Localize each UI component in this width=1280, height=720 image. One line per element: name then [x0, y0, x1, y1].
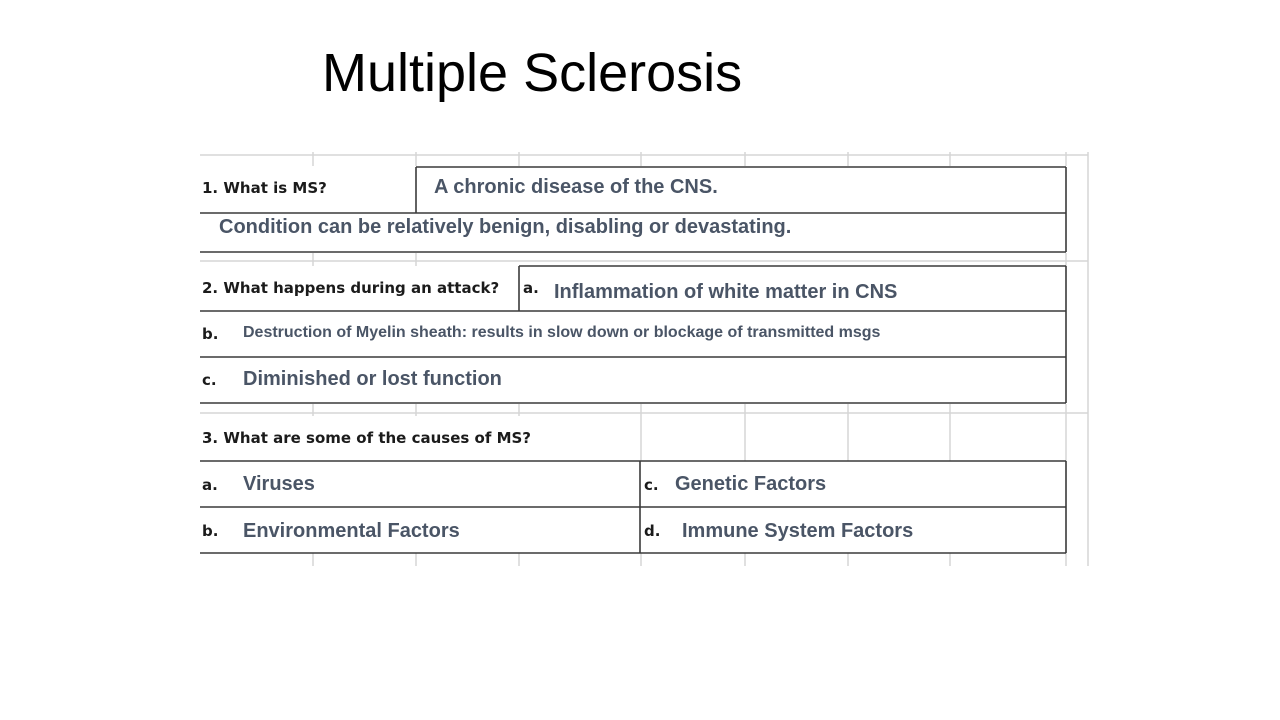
- q2-b-answer: Destruction of Myelin sheath: results in slow down or blockage of transmitted msgs: [243, 324, 881, 341]
- q2-a-answer: Inflammation of white matter in CNS: [554, 281, 898, 303]
- slide-title: Multiple Sclerosis: [322, 43, 743, 103]
- q3-a-answer: Viruses: [243, 473, 315, 495]
- q3-c-label: c.: [644, 476, 659, 494]
- q3-a-label: a.: [202, 476, 218, 494]
- q3-b-label: b.: [202, 522, 219, 540]
- q3-question: 3. What are some of the causes of MS?: [202, 429, 531, 447]
- q2-c-label: c.: [202, 371, 217, 389]
- q1-answer-1: A chronic disease of the CNS.: [434, 176, 718, 198]
- q3-d-answer: Immune System Factors: [682, 520, 914, 542]
- q2-question: 2. What happens during an attack?: [202, 279, 500, 297]
- q1-question: 1. What is MS?: [202, 179, 327, 197]
- q1-answer-2: Condition can be relatively benign, disabling or devastating.: [219, 216, 792, 238]
- q3-d-label: d.: [644, 522, 661, 540]
- q3-c-answer: Genetic Factors: [675, 473, 827, 495]
- q2-a-label: a.: [523, 279, 539, 297]
- q2-b-label: b.: [202, 325, 219, 343]
- q2-c-answer: Diminished or lost function: [243, 368, 502, 390]
- q3-b-answer: Environmental Factors: [243, 520, 460, 542]
